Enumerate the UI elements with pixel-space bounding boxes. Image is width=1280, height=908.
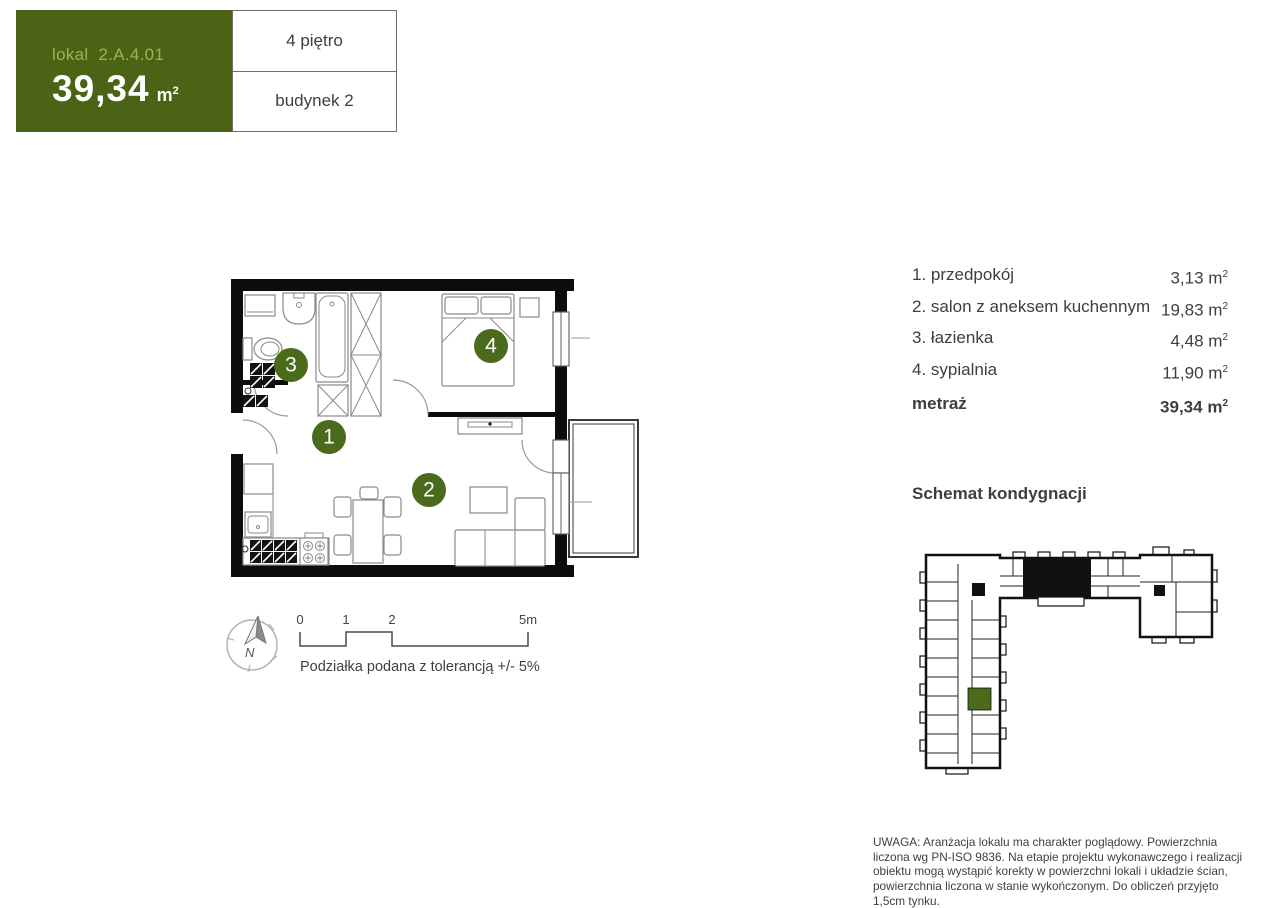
unit-header-tile <box>16 10 232 132</box>
total-area-row <box>912 390 1228 422</box>
coffee-table-icon <box>470 487 507 513</box>
total-label: metraż <box>912 393 967 413</box>
room-area: 11,90 <box>1162 363 1204 383</box>
svg-text:0: 0 <box>296 612 304 627</box>
room-name: 4. sypialnia <box>912 359 998 379</box>
room-area-sup: 2 <box>1222 332 1228 344</box>
current-unit-highlight <box>968 688 991 710</box>
room-area-sup: 2 <box>1222 363 1228 375</box>
compass-icon <box>220 610 286 678</box>
svg-text:4: 4 <box>485 334 497 358</box>
washing-machine-icon <box>245 295 275 316</box>
building-box: budynek 2 <box>233 71 396 132</box>
svg-text:5m: 5m <box>518 612 538 627</box>
lokal-label: lokal <box>52 45 89 64</box>
room-area: 4,48 <box>1170 331 1204 351</box>
washbasin-icon <box>283 293 315 324</box>
floor-box: 4 piętro <box>286 30 343 50</box>
floor-plan <box>224 272 644 584</box>
scale-tolerance-note: Podziałka podana z tolerancją +/- 5% <box>300 659 540 675</box>
toilet-icon <box>243 338 282 360</box>
room-name: 1. przedpokój <box>912 265 1015 284</box>
schematic-core-block <box>1023 559 1091 597</box>
room-area: 3,13 <box>1170 268 1204 288</box>
room-area: 19,83 <box>1160 300 1204 320</box>
bathtub-icon <box>316 293 348 382</box>
total-area: 39,34 <box>1160 397 1203 417</box>
area-value: 39,34 <box>52 68 150 109</box>
total-area-unit: m <box>1207 397 1223 417</box>
room-area-sup: 2 <box>1222 300 1228 312</box>
svg-text:3: 3 <box>285 353 297 377</box>
bedroom-window <box>553 312 590 366</box>
floor-schematic <box>918 542 1218 776</box>
room-area-sup: 2 <box>1222 269 1228 280</box>
schemat-title: Schemat kondygnacji <box>912 484 1087 503</box>
room-area-unit: m <box>1208 363 1223 383</box>
disclaimer-text: UWAGA: Aranżacja lokalu ma charakter poglądowy. Powierzchnia liczona wg PN-ISO 9836. Na etapie projektu wykonawczego i realizacji obiektu mogą wystąpić korekty w powierzchni lokali i układzie ścian, powierzchnia liczona w stanie wykończonym. Do obliczeń przyjęto 1,5cm tynku. <box>873 835 1243 908</box>
nightstand-icon <box>520 298 539 317</box>
room-area-unit: m <box>1208 331 1223 351</box>
room-marker-1 <box>312 420 346 454</box>
svg-text:1: 1 <box>323 425 335 449</box>
lokal-number: 2.A.4.01 <box>98 45 165 64</box>
svg-text:1: 1 <box>342 612 350 627</box>
room-marker-2 <box>412 473 446 507</box>
room-row <box>912 324 1228 356</box>
schematic-shaft-right <box>1154 585 1165 596</box>
wardrobe-icon <box>351 293 381 416</box>
schematic-canopy <box>1038 597 1084 606</box>
svg-text:2: 2 <box>423 478 435 502</box>
area-unit-sup: 2 <box>172 85 179 97</box>
dining-table-icon <box>334 487 401 563</box>
room-row <box>912 261 1228 293</box>
total-area-sup: 2 <box>1222 397 1228 409</box>
stove-icon <box>300 533 328 565</box>
unit-area <box>52 68 179 110</box>
floor-building-boxes <box>232 10 397 132</box>
room-area-unit: m <box>1208 300 1223 320</box>
room-name: 3. łazienka <box>912 328 994 348</box>
room-list <box>912 261 1228 421</box>
room-area-unit: m <box>1208 268 1223 288</box>
room-marker-3 <box>274 348 308 382</box>
room-marker-4 <box>474 329 508 363</box>
kitchen-sink-icon <box>245 512 271 537</box>
balcony <box>569 420 638 557</box>
svg-text:2: 2 <box>388 612 396 627</box>
room-name: 2. salon z aneksem kuchennym <box>912 296 1151 316</box>
scale-bar <box>292 612 542 657</box>
room-row <box>912 356 1228 388</box>
area-unit: m <box>156 85 173 105</box>
tv-unit-icon <box>458 418 522 434</box>
closet-icon <box>318 385 348 416</box>
schematic-shaft-left <box>972 583 985 596</box>
room-row <box>912 293 1228 325</box>
svg-text:N: N <box>245 645 255 660</box>
unit-label-row <box>52 45 164 65</box>
